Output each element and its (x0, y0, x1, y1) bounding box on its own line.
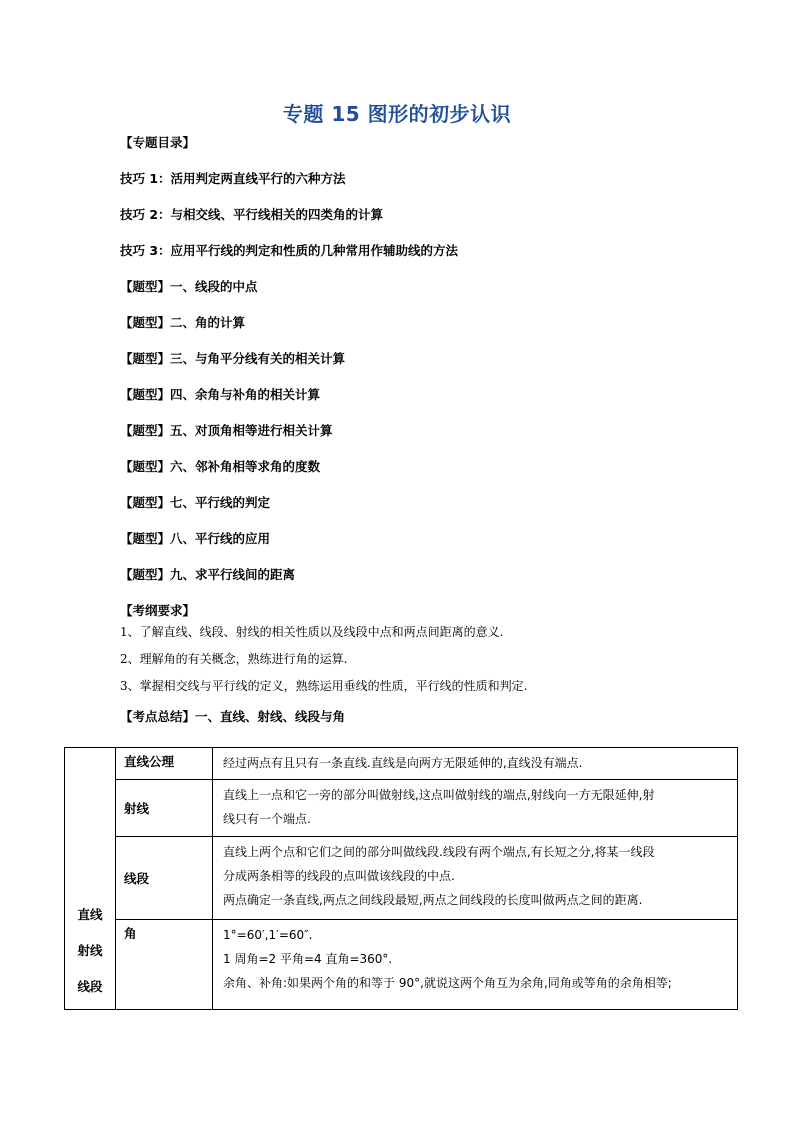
desc-line: 直线上一点和它一旁的部分叫做射线,这点叫做射线的端点,射线向一方无限延伸,射 (223, 788, 655, 802)
skill-item: 技巧 3：应用平行线的判定和性质的几种常用作辅助线的方法 (120, 243, 459, 258)
skill-item: 技巧 1：活用判定两直线平行的六种方法 (120, 171, 346, 186)
desc-line: 两点确定一条直线,两点之间线段最短,两点之间线段的长度叫做两点之间的距离. (223, 893, 643, 907)
topic-item: 【题型】九、求平行线间的距离 (120, 567, 296, 582)
desc-line: 线只有一个端点. (223, 812, 311, 826)
desc-line: 经过两点有且只有一条直线.直线是向两方无限延伸的,直线没有端点. (223, 756, 583, 770)
row-header-line: 直线 (77, 907, 103, 922)
topic-item: 【题型】二、角的计算 (120, 315, 246, 330)
requirements-header: 【考纲要求】 (120, 603, 196, 618)
topic-item: 【题型】一、线段的中点 (120, 279, 258, 294)
topic-item: 【题型】六、邻补角相等求角的度数 (120, 459, 321, 474)
topic-item: 【题型】七、平行线的判定 (120, 495, 271, 510)
term-cell: 射线 (116, 780, 213, 837)
requirement-item: 2、理解角的有关概念，熟练进行角的运算. (120, 652, 348, 666)
row-header (65, 748, 116, 1010)
term-cell: 角 (116, 920, 213, 1010)
summary-header: 【考点总结】一、直线、射线、线段与角 (120, 709, 346, 724)
term-cell: 直线公理 (116, 748, 213, 780)
desc-line: 直线上两个点和它们之间的部分叫做线段.线段有两个端点,有长短之分,将某一线段 (223, 845, 655, 859)
summary-table (64, 747, 738, 1010)
toc-header: 【专题目录】 (120, 135, 196, 150)
desc-cell (213, 837, 738, 920)
skill-item: 技巧 2：与相交线、平行线相关的四类角的计算 (120, 207, 384, 222)
term-cell: 线段 (116, 837, 213, 920)
desc-line: 1 周角=2 平角=4 直角=360°. (223, 952, 393, 966)
requirement-item: 3、掌握相交线与平行线的定义，熟练运用垂线的性质，平行线的性质和判定. (120, 679, 528, 693)
topic-item: 【题型】四、余角与补角的相关计算 (120, 387, 321, 402)
topic-item: 【题型】三、与角平分线有关的相关计算 (120, 351, 346, 366)
requirement-item: 1、了解直线、线段、射线的相关性质以及线段中点和两点间距离的意义. (120, 625, 504, 639)
desc-line: 1°=60′,1′=60″. (223, 928, 313, 942)
table-row (65, 837, 738, 920)
table-row (65, 780, 738, 837)
desc-line: 分成两条相等的线段的点叫做该线段的中点. (223, 869, 455, 883)
desc-cell (213, 748, 738, 780)
row-header-line: 射线 (77, 943, 103, 958)
table-row (65, 748, 738, 780)
table-row (65, 920, 738, 1010)
page-title: 专题 15 图形的初步认识 (282, 102, 512, 126)
desc-cell (213, 780, 738, 837)
desc-cell (213, 920, 738, 1010)
topic-item: 【题型】八、平行线的应用 (120, 531, 271, 546)
row-header-line: 线段 (77, 979, 103, 994)
topic-item: 【题型】五、对顶角相等进行相关计算 (120, 423, 333, 438)
desc-line: 余角、补角:如果两个角的和等于 90°,就说这两个角互为余角,同角或等角的余角相等; (223, 976, 672, 990)
